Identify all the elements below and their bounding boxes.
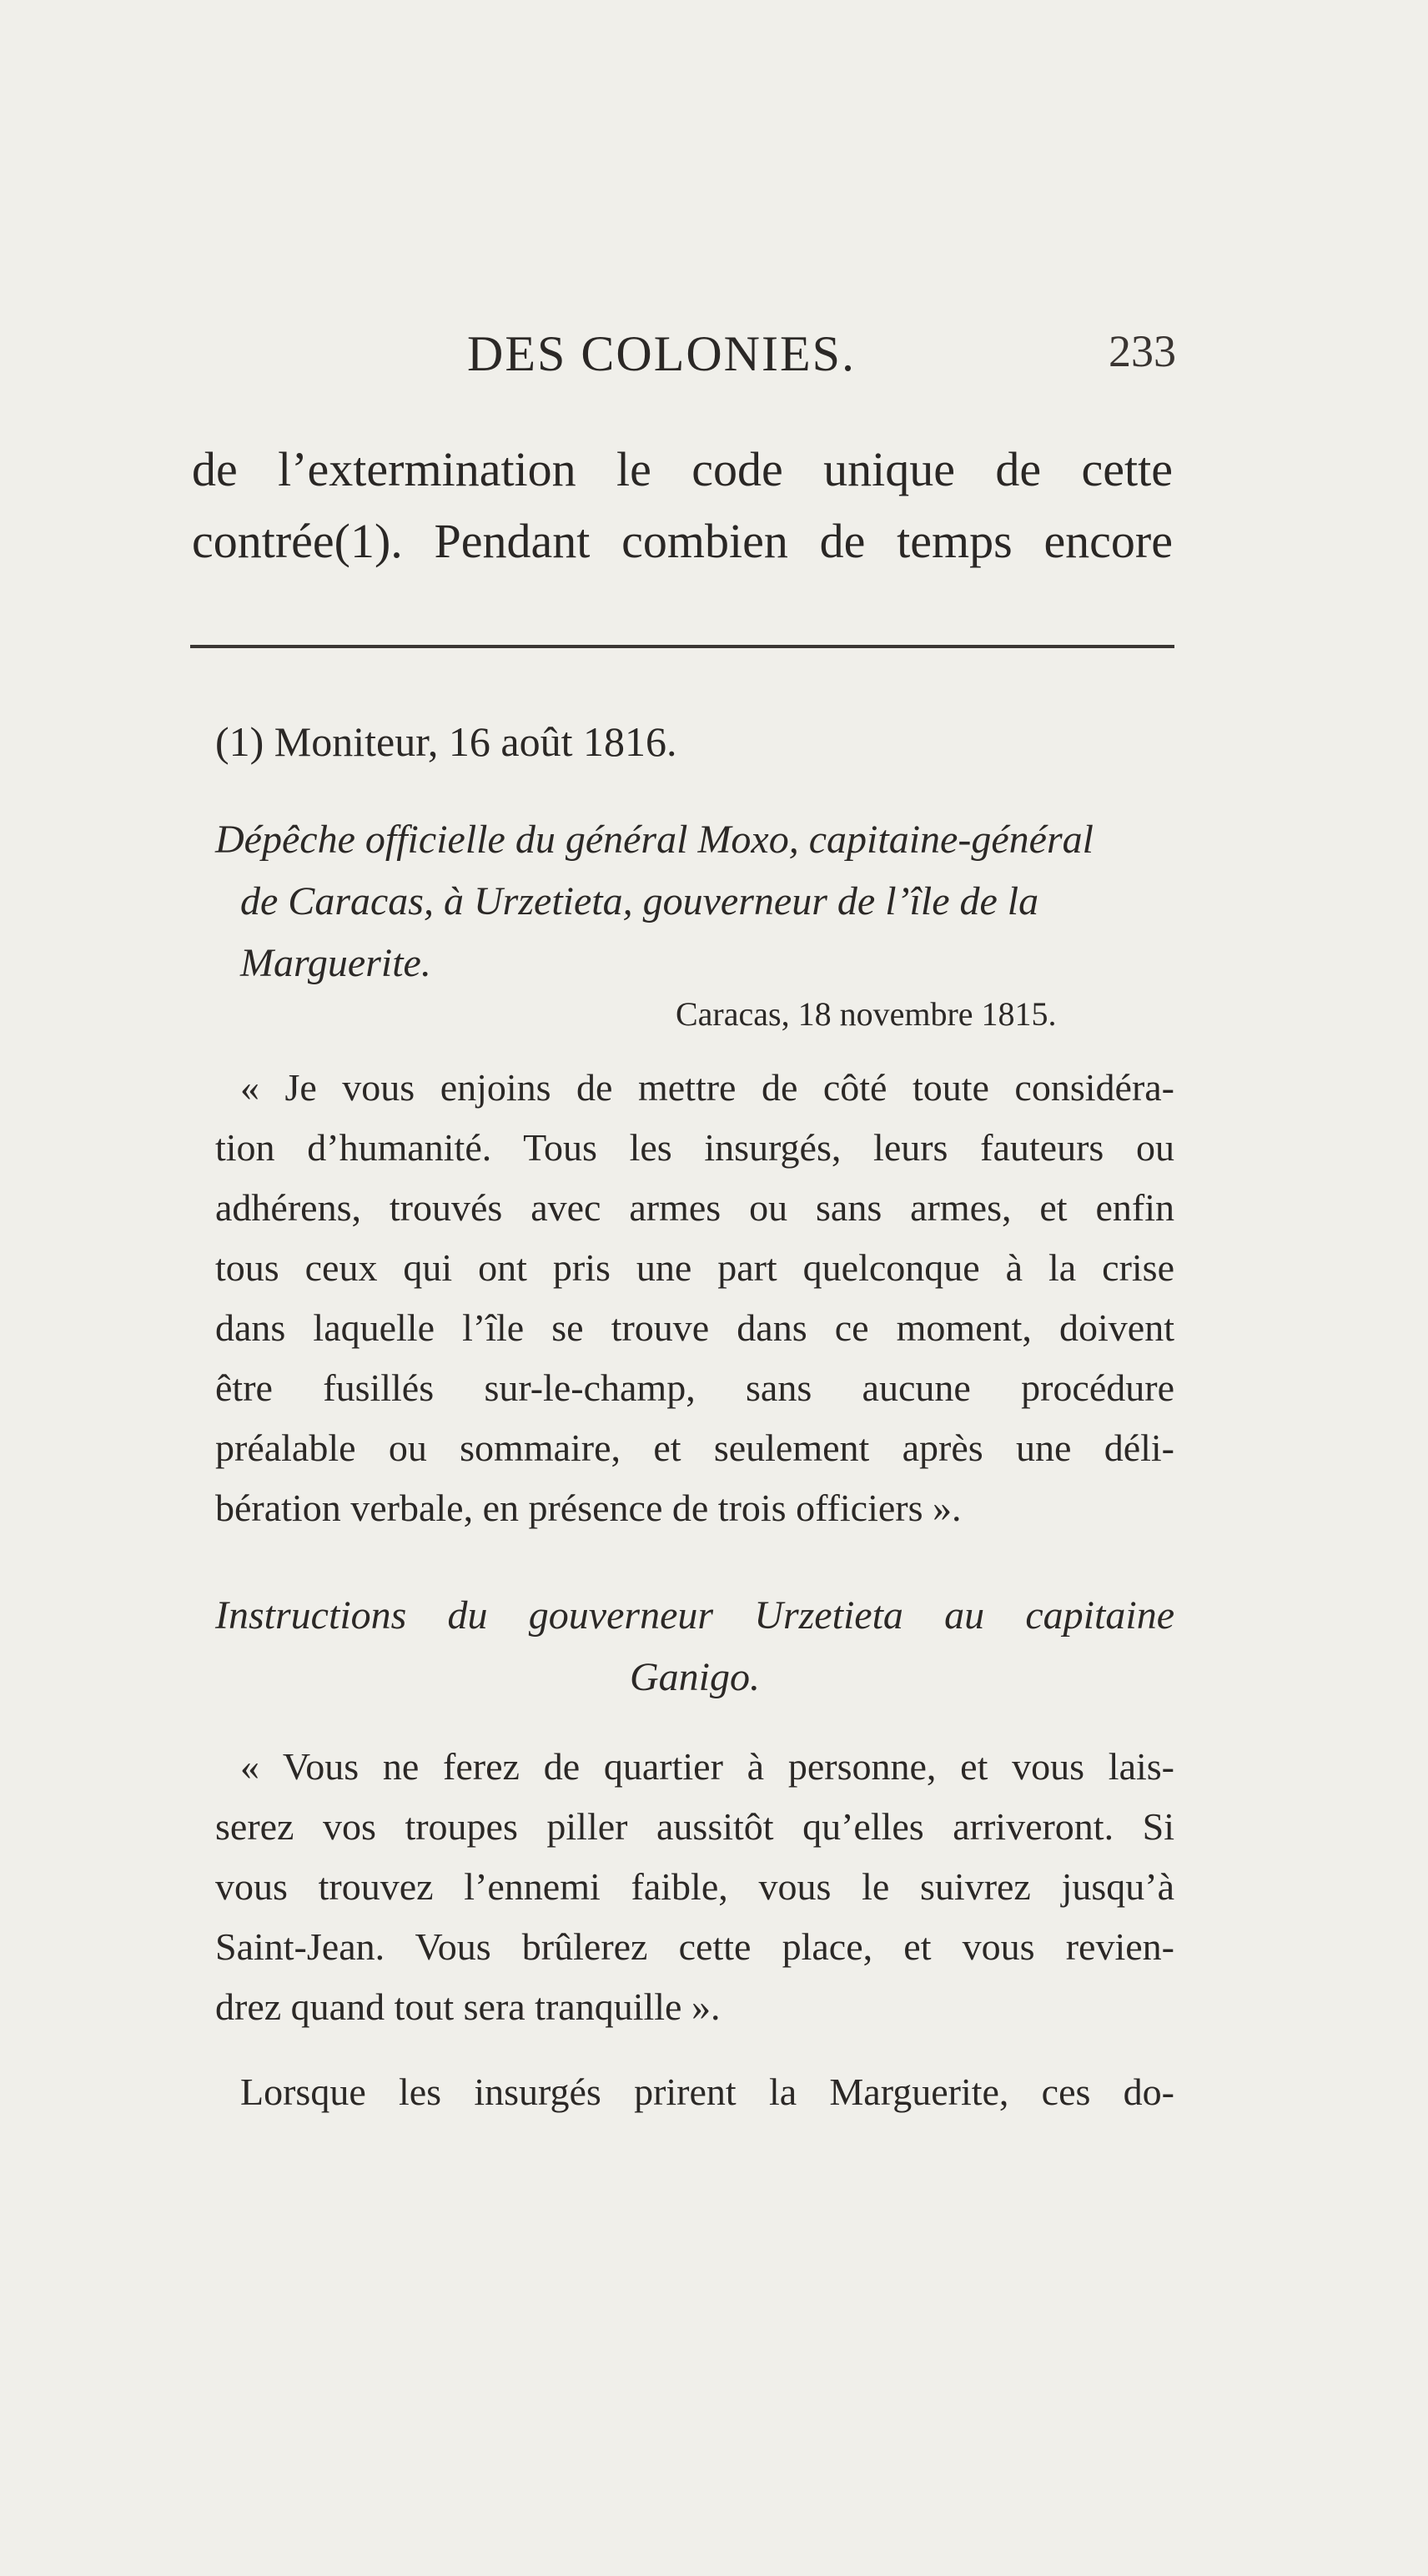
dispatch-title-line: de Caracas, à Urzetieta, gouverneur de l’île de la (240, 879, 1039, 923)
dispatch-text-line: être fusillés sur-le-champ, sans aucune procédure (215, 1366, 1174, 1409)
instructions-title-line: Ganigo. (630, 1655, 760, 1699)
dispatch-text-line: préalable ou sommaire, et seulement après une déli- (215, 1426, 1174, 1469)
instructions-text-line: « Vous ne ferez de quartier à personne, et vous lais- (240, 1745, 1174, 1788)
dispatch-text-line: adhérens, trouvés avec armes ou sans armes, et enfin (215, 1186, 1174, 1229)
dispatch-text-line: dans laquelle l’île se trouve dans ce moment, doivent (215, 1306, 1174, 1349)
dispatch-title-line: Dépêche officielle du général Moxo, capitaine-général (215, 818, 1094, 862)
dispatch-title (215, 809, 1174, 994)
closing-line: Lorsque les insurgés prirent la Marguerite, ces do- (240, 2070, 1174, 2113)
running-title: DES COLONIES. (467, 326, 857, 381)
footnote-reference: (1) Moniteur, 16 août 1816. (215, 718, 677, 765)
instructions-text (215, 1737, 1174, 2037)
instructions-text-line: vous trouvez l’ennemi faible, vous le suivrez jusqu’à (215, 1865, 1174, 1908)
instructions-title-line: Instructions du gouverneur Urzetieta au capitaine (215, 1593, 1174, 1638)
main-text-line: de l’extermination le code unique de cette (192, 442, 1173, 496)
instructions-text-line: serez vos troupes piller aussitôt qu’elles arriveront. Si (215, 1805, 1174, 1848)
footnote-rule (190, 645, 1174, 648)
instructions-text-line: Saint-Jean. Vous brûlerez cette place, et vous revien- (215, 1925, 1174, 1968)
dispatch-text (215, 1058, 1174, 1538)
instructions-text-line: drez quand tout sera tranquille ». (215, 1985, 721, 2028)
main-text-line: contrée(1). Pendant combien de temps encore (192, 514, 1173, 568)
dateline: Caracas, 18 novembre 1815. (676, 995, 1057, 1033)
dispatch-text-line: tous ceux qui ont pris une part quelconque à la crise (215, 1246, 1174, 1289)
dispatch-text-line: tion d’humanité. Tous les insurgés, leurs fauteurs ou (215, 1126, 1174, 1169)
dispatch-text-line: bération verbale, en présence de trois officiers ». (215, 1487, 962, 1529)
dispatch-title-line: Marguerite. (240, 941, 431, 985)
page-header (192, 325, 1176, 392)
page-number: 233 (1109, 326, 1176, 376)
dispatch-text-line: « Je vous enjoins de mettre de côté toute considéra- (240, 1066, 1174, 1109)
main-text (192, 434, 1173, 577)
closing-text (215, 2062, 1174, 2122)
instructions-title (215, 1585, 1174, 1708)
